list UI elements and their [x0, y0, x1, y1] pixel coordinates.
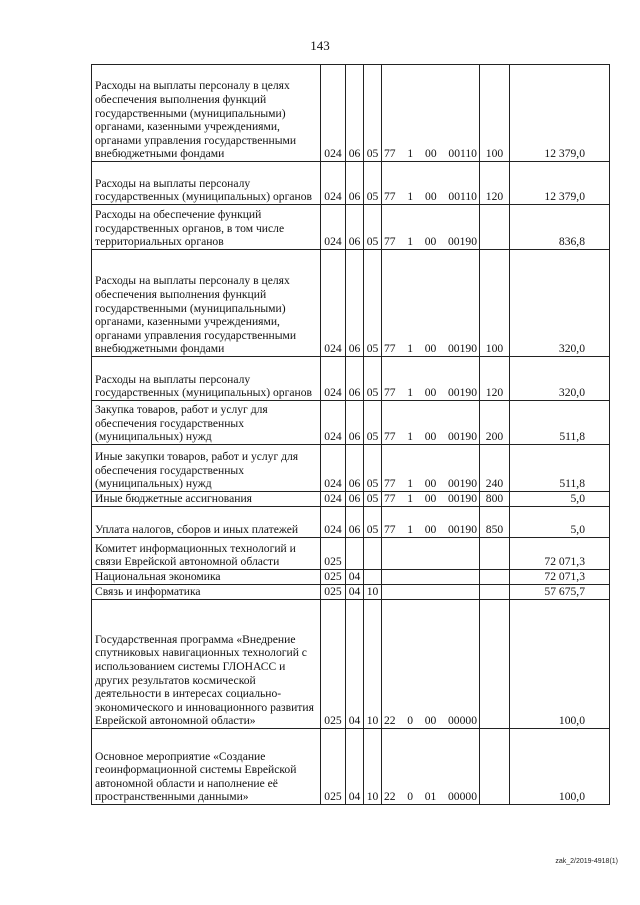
target-article-code: [382, 162, 480, 205]
subsection-code: 10: [364, 729, 382, 805]
amount: 57 675,7: [510, 585, 610, 600]
subsection-code: 05: [364, 401, 382, 445]
table-row: [92, 507, 610, 538]
expense-name: Расходы на выплаты персоналу государственных (муниципальных) органов: [92, 162, 321, 205]
expense-name: Комитет информационных технологий и связи Еврейской автономной области: [92, 538, 321, 570]
expense-type-code: [480, 570, 510, 585]
table-row: [92, 600, 610, 729]
target-article-parts: [384, 477, 477, 491]
grbs-code: 024: [321, 162, 346, 205]
amount: 511,8: [510, 445, 610, 492]
csr-subprogram: 1: [407, 190, 414, 204]
csr-direction: 00190: [448, 492, 477, 506]
csr-direction: 00110: [448, 190, 477, 204]
expense-type-code: 240: [480, 445, 510, 492]
table-row: [92, 65, 610, 162]
subsection-code: 05: [364, 162, 382, 205]
csr-program: 77: [384, 190, 396, 204]
amount: 100,0: [510, 729, 610, 805]
csr-event: 00: [424, 430, 437, 444]
csr-event: 01: [424, 790, 437, 804]
expense-name: Закупка товаров, работ и услуг для обеспечения государственных (муниципальных) нужд: [92, 401, 321, 445]
target-article-parts: [384, 190, 477, 204]
footer-document-code: zak_2/2019-4918(1): [555, 858, 618, 865]
amount: 511,8: [510, 401, 610, 445]
target-article-parts: [384, 386, 477, 400]
section-code: 06: [346, 162, 364, 205]
expense-name: Национальная экономика: [92, 570, 321, 585]
amount: 72 071,3: [510, 538, 610, 570]
expense-type-code: [480, 729, 510, 805]
csr-direction: 00190: [448, 523, 477, 537]
csr-program: 77: [384, 492, 396, 506]
subsection-code: [364, 570, 382, 585]
target-article-parts: [384, 235, 477, 249]
budget-table: [91, 64, 610, 805]
csr-event: 00: [424, 342, 437, 356]
expense-type-code: 850: [480, 507, 510, 538]
target-article-code: [382, 538, 480, 570]
target-article-parts: [384, 342, 477, 356]
section-code: 04: [346, 600, 364, 729]
csr-direction: 00190: [448, 477, 477, 491]
expense-name: Расходы на обеспечение функций государственных органов, в том числе территориальных органов: [92, 205, 321, 250]
amount: 12 379,0: [510, 65, 610, 162]
table-row: [92, 570, 610, 585]
grbs-code: 024: [321, 401, 346, 445]
target-article-code: [382, 585, 480, 600]
target-article-code: [382, 492, 480, 507]
grbs-code: 024: [321, 357, 346, 401]
csr-direction: 00190: [448, 235, 477, 249]
subsection-code: 05: [364, 507, 382, 538]
target-article-code: [382, 250, 480, 357]
expense-name: Расходы на выплаты персоналу в целях обеспечения выполнения функций государственными (муниципальными) органами, казенными учреждениями, органами управления государственными внебюджетными фондами: [92, 250, 321, 357]
csr-direction: 00000: [448, 714, 477, 728]
table-row: [92, 585, 610, 600]
target-article-parts: [384, 714, 477, 728]
section-code: 06: [346, 250, 364, 357]
expense-name: Уплата налогов, сборов и иных платежей: [92, 507, 321, 538]
csr-program: 77: [384, 523, 396, 537]
expense-type-code: [480, 538, 510, 570]
section-code: 06: [346, 445, 364, 492]
subsection-code: 05: [364, 445, 382, 492]
csr-subprogram: 1: [407, 342, 414, 356]
csr-program: 77: [384, 386, 396, 400]
expense-type-code: 100: [480, 65, 510, 162]
csr-event: 00: [424, 386, 437, 400]
table-row: [92, 492, 610, 507]
expense-type-code: 120: [480, 162, 510, 205]
section-code: 04: [346, 570, 364, 585]
csr-event: 00: [424, 492, 437, 506]
csr-direction: 00000: [448, 790, 477, 804]
section-code: 04: [346, 585, 364, 600]
amount: 5,0: [510, 492, 610, 507]
table-row: [92, 401, 610, 445]
grbs-code: 025: [321, 585, 346, 600]
csr-subprogram: 1: [407, 235, 414, 249]
target-article-code: [382, 445, 480, 492]
csr-program: 77: [384, 235, 396, 249]
csr-program: 22: [384, 790, 396, 804]
csr-direction: 00110: [448, 147, 477, 161]
csr-event: 00: [424, 714, 437, 728]
section-code: 06: [346, 65, 364, 162]
page-number: 143: [310, 38, 330, 53]
section-code: 06: [346, 401, 364, 445]
target-article-code: [382, 401, 480, 445]
expense-name: Иные закупки товаров, работ и услуг для обеспечения государственных (муниципальных) нужд: [92, 445, 321, 492]
csr-event: 00: [424, 523, 437, 537]
csr-program: 22: [384, 714, 396, 728]
csr-subprogram: 1: [407, 430, 414, 444]
grbs-code: 024: [321, 492, 346, 507]
csr-subprogram: 0: [407, 790, 414, 804]
csr-program: 77: [384, 430, 396, 444]
grbs-code: 024: [321, 205, 346, 250]
target-article-parts: [384, 430, 477, 444]
target-article-code: [382, 570, 480, 585]
csr-subprogram: 1: [407, 147, 414, 161]
target-article-code: [382, 205, 480, 250]
expense-type-code: [480, 205, 510, 250]
amount: 320,0: [510, 357, 610, 401]
subsection-code: 05: [364, 250, 382, 357]
target-article-code: [382, 507, 480, 538]
expense-type-code: 800: [480, 492, 510, 507]
csr-direction: 00190: [448, 342, 477, 356]
expense-name: Государственная программа «Внедрение спутниковых навигационных технологий с использованием системы ГЛОНАСС и других результатов космической деятельности в интересах социально-экономического и инновационного развития Еврейской автономной области»: [92, 600, 321, 729]
subsection-code: 05: [364, 205, 382, 250]
amount: 836,8: [510, 205, 610, 250]
csr-event: 00: [425, 190, 437, 204]
table-row: [92, 205, 610, 250]
csr-direction: 00190: [448, 386, 477, 400]
table-row: [92, 162, 610, 205]
target-article-code: [382, 65, 480, 162]
section-code: [346, 538, 364, 570]
table-row: [92, 729, 610, 805]
target-article-code: [382, 357, 480, 401]
subsection-code: 05: [364, 492, 382, 507]
grbs-code: 024: [321, 507, 346, 538]
amount: 12 379,0: [510, 162, 610, 205]
expense-type-code: 120: [480, 357, 510, 401]
target-article-parts: [384, 147, 477, 161]
expense-name: Иные бюджетные ассигнования: [92, 492, 321, 507]
csr-subprogram: 1: [407, 477, 414, 491]
csr-direction: 00190: [448, 430, 477, 444]
expense-type-code: [480, 585, 510, 600]
amount: 72 071,3: [510, 570, 610, 585]
grbs-code: 024: [321, 445, 346, 492]
amount: 100,0: [510, 600, 610, 729]
grbs-code: 025: [321, 729, 346, 805]
grbs-code: 024: [321, 65, 346, 162]
target-article-code: [382, 600, 480, 729]
grbs-code: 025: [321, 600, 346, 729]
expense-name: Расходы на выплаты персоналу государственных (муниципальных) органов: [92, 357, 321, 401]
target-article-parts: [384, 790, 477, 804]
subsection-code: [364, 538, 382, 570]
subsection-code: 10: [364, 600, 382, 729]
section-code: 06: [346, 357, 364, 401]
csr-event: 00: [424, 235, 437, 249]
csr-subprogram: 1: [407, 523, 414, 537]
expense-name: Связь и информатика: [92, 585, 321, 600]
subsection-code: 10: [364, 585, 382, 600]
subsection-code: 05: [364, 357, 382, 401]
amount: 320,0: [510, 250, 610, 357]
table-row: [92, 357, 610, 401]
csr-program: 77: [384, 477, 396, 491]
expense-name: Основное мероприятие «Создание геоинформационной системы Еврейской автономной области и наполнение её пространственными данными»: [92, 729, 321, 805]
amount: 5,0: [510, 507, 610, 538]
expense-type-code: 200: [480, 401, 510, 445]
target-article-code: [382, 729, 480, 805]
table-row: [92, 250, 610, 357]
section-code: 06: [346, 507, 364, 538]
csr-program: 77: [384, 342, 396, 356]
target-article-parts: [384, 492, 477, 506]
csr-subprogram: 0: [407, 714, 414, 728]
target-article-parts: [384, 523, 477, 537]
table-row: [92, 538, 610, 570]
csr-event: 00: [424, 477, 437, 491]
csr-subprogram: 1: [407, 386, 414, 400]
expense-name: Расходы на выплаты персоналу в целях обеспечения выполнения функций государственными (муниципальными) органами, казенными учреждениями, органами управления государственными внебюджетными фондами: [92, 65, 321, 162]
table-row: [92, 445, 610, 492]
section-code: 06: [346, 205, 364, 250]
expense-type-code: 100: [480, 250, 510, 357]
grbs-code: 025: [321, 538, 346, 570]
csr-event: 00: [425, 147, 437, 161]
csr-subprogram: 1: [407, 492, 414, 506]
section-code: 04: [346, 729, 364, 805]
subsection-code: 05: [364, 65, 382, 162]
csr-program: 77: [384, 147, 396, 161]
grbs-code: 025: [321, 570, 346, 585]
section-code: 06: [346, 492, 364, 507]
expense-type-code: [480, 600, 510, 729]
grbs-code: 024: [321, 250, 346, 357]
